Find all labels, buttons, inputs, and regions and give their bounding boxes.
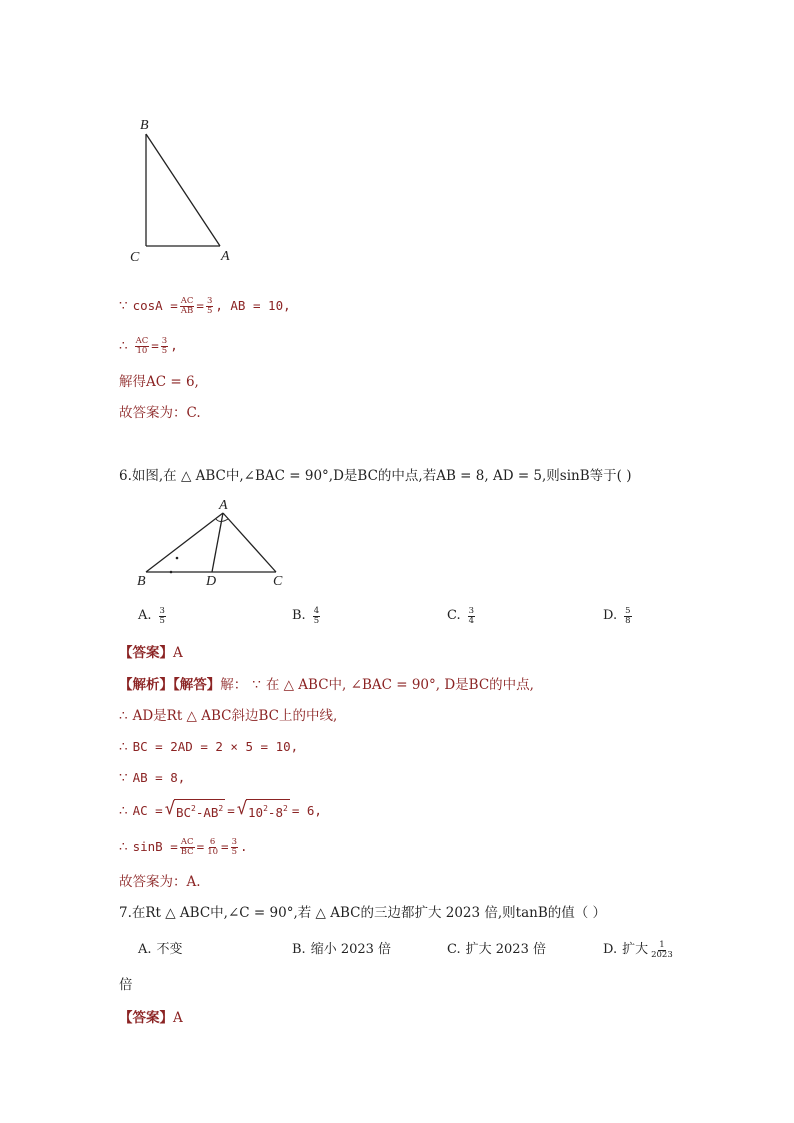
question6-text: 6.如图,在 △ ABC中,∠BAC = 90°,D是BC的中点,若AB = 8, AD = 5,则sinB等于( ) <box>119 468 632 484</box>
triangle-figure-2 <box>130 495 300 590</box>
segment-ac <box>223 513 276 572</box>
analysis-line5: ∴ AC = √ $BC^2-AB^2$ = √ $10^2-8^2$ = 6, <box>119 799 322 820</box>
therefore-symbol: ∴ <box>119 338 128 354</box>
option-b: B. 缩小 2023 倍 <box>292 942 392 957</box>
option-b: B. $\frac{4}{5}$ <box>292 605 320 626</box>
mark-dot <box>176 557 179 560</box>
mark-dot <box>170 571 173 574</box>
option-c: C. 扩大 2023 倍 <box>447 942 546 957</box>
label-b: B <box>137 574 146 589</box>
label-a: A <box>219 498 228 513</box>
option-c: C. $\frac{3}{4}$ <box>447 605 475 626</box>
cos-expression: cosA = <box>132 298 178 313</box>
label-d: D <box>206 574 217 589</box>
fraction: $\frac{AC}{10}$ <box>135 335 149 356</box>
because-symbol: ∵ <box>119 298 128 314</box>
segment-ab <box>146 513 223 572</box>
sqrt-expression: √ $BC^2-AB^2$ <box>164 799 224 820</box>
question7-text: 7.在Rt △ ABC中,∠C = 90°,若 △ ABC的三边都扩大 2023 倍,则tanB的值（ ） <box>119 905 607 921</box>
triangle-figure-1 <box>125 110 245 270</box>
solution5-conclusion: 故答案为：C. <box>119 405 201 421</box>
question6-analysis: 【解析】【解答】 解： ∵ 在 △ ABC中, ∠BAC = 90°, D是BC的中点, <box>119 677 534 693</box>
question7-answer: 【答案】 A <box>119 1010 183 1026</box>
question6-answer: 【答案】 A <box>119 645 183 661</box>
option-a: A. 不变 <box>138 942 183 957</box>
option-d: D. $\frac{5}{8}$ <box>603 605 631 626</box>
question7-wrap: 倍 <box>119 977 133 993</box>
question6-conclusion: 故答案为：A. <box>119 874 201 890</box>
analysis-line3: ∴ BC = 2AD = 2 × 5 = 10, <box>119 739 299 755</box>
option-a: A. $\frac{3}{5}$ <box>138 605 165 626</box>
fraction: $\frac{AC}{AB}$ <box>180 295 194 316</box>
option-d: D. 扩大 $\frac{1}{2023}$ <box>603 939 673 960</box>
label-c: C <box>273 574 283 589</box>
analysis-line2: ∴ AD是Rt △ ABC斜边BC上的中线, <box>119 708 338 724</box>
sqrt-expression: √ $10^2-8^2$ <box>236 799 288 820</box>
label-c: C <box>130 250 140 265</box>
segment-ab <box>146 134 220 246</box>
analysis-line4: ∵ AB = 8, <box>119 770 186 786</box>
label-a: A <box>221 249 230 264</box>
solution5-line1: ∵ cosA = $\frac{AC}{AB}$ = $\frac{3}{5}$ , AB = 10, <box>119 295 291 316</box>
solution5-line3: 解得AC = 6, <box>119 374 199 390</box>
fraction: $\frac{3}{5}$ <box>161 335 168 356</box>
fraction: $\frac{3}{5}$ <box>206 295 213 316</box>
analysis-line6: ∴ sinB = $\frac{AC}{BC}$ = $\frac{6}{10}$ = $\frac{3}{5}$ . <box>119 836 248 857</box>
label-b: B <box>140 118 149 133</box>
solution5-line2: ∴ $\frac{AC}{10}$ = $\frac{3}{5}$ , <box>119 335 178 356</box>
